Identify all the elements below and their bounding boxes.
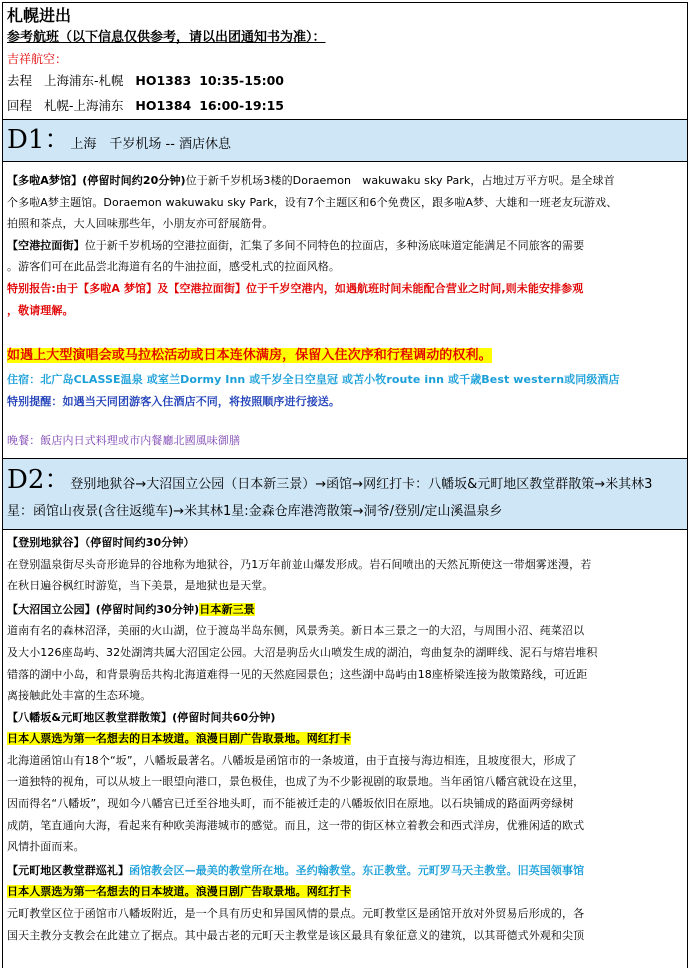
jigokudani-heading: 【登别地狱谷】（停留时间约30分钟） [7, 535, 195, 549]
special-notice: 特别报告:由于【多啦A 梦馆】及【空港拉面街】位于千岁空港内，如遇航班时间未能配合营业之时间,则未能安排参观 [7, 281, 584, 295]
page-title: 札幌进出 [7, 6, 72, 25]
motomachi-tag: 日本人票选为第一名想去的日本坡道。浪漫日剧广告取景地。网红打卡 [7, 885, 352, 899]
day1-heading: D1：上海 千岁机场 -- 酒店休息 [3, 120, 687, 162]
day2-body: 【登别地狱谷】（停留时间约30分钟） 在登别温泉街尽头奇形诡异的谷地称为地狱谷，乃1万年前並山爆发形成。岩石间喷出的天然瓦斯使这一带烟雾迷漫，若 在秋日遍谷枫红时游览，当下美景，是地狱也是天堂。 【大沼国立公园】(停留时间约30分钟)日本新三景 道南有名的森林沼泽，美丽的火山湖，位于渡岛半岛东侧，风景秀美。新日本三景之一的大沼，与周围小沼、莼菜沼以 及大小126座岛屿、32处湖湾共属大沼国定公园。大沼是驹岳火山喷发生成的湖泊，弯曲复杂的湖畔线、泥石与熔岩堆积 错落的湖中小岛，和背景驹岳共构北海道难得一见的天然庭园景色；这些湖中岛屿由18座桥梁连接为散策路线，可近距 离接触此处丰富的生态环境。 【八幡坂&元町地区教堂群散策】(停留时间共60分钟) 日本人票选为第一名想去的日本坡道。浪漫日剧广告取景地。网红打卡 北海道函馆山有18个“坂”，八幡坂最著名。八幡坂是函馆市的一条坡道，由于直接与海边相连，且坡度很大，形成了 一道独特的视角，可以从坡上一眼望向港口，景色极佳，也成了为不少影视剧的取景地。当年函馆八幡宫就设在这里， 因而得名“八幡坂”，现如今八幡宫已迁至谷地头町，而不能被迁走的八幡坂依旧在原地。以石块铺成的路面两旁绿树 成荫，笔直通向大海，看起来有种欧美海港城市的感觉。而且，这一带的街区林立着教会和西式洋房，优雅闲适的欧式 风情扑面而来。 【元町地区教堂群巡礼】函馆教会区—最美的教堂所在地。圣约翰教堂。东正教堂。元町罗马天主教堂。旧英国领事馆 日本人票选为第一名想去的日本坡道。浪漫日剧广告取景地。网红打卡 元町教堂区位于函馆市八幡坂附近，是一个具有历史和异国风情的景点。元町教堂区是函馆开放对外贸易后形成的，各 国天主教分支教会在此建立了据点。其中最古老的元町天主教堂是该区最具有象征意义的建筑，以其哥德式外观和尖顶 [3, 530, 687, 946]
outbound-flight: 去程 上海浦东-札幌 HO1383 10:35-15:00 [7, 73, 284, 88]
booking-warning: 如遇上大型演唱会或马拉松活动或日本连休满房，保留入住次序和行程调动的权利。 [7, 348, 492, 364]
hachimanzaka-tag: 日本人票选为第一名想去的日本坡道。浪漫日剧广告取景地。网红打卡 [7, 732, 352, 746]
hachimanzaka-heading: 【八幡坂&元町地区教堂群散策】(停留时间共60分钟) [7, 710, 276, 724]
itinerary-document [2, 2, 688, 968]
day1-body: 【多啦A梦馆】(停留时间约20分钟)位于新千岁机场3楼的Doraemon wakuwaku sky Park，占地过万平方呎。是全球首 个多啦A梦主题馆。Doraemon wakuwaku sky Park，设有7个主题区和6个免费区，跟多啦A梦、大雄和一班老友玩游戏、 拍照和茶点，大人回味那些年，小朋友亦可舒展筋骨。 【空港拉面街】位于新千岁机场的空港拉面街，汇集了多间不同特色的拉面店，多种汤底味道定能满足不同旅客的需要 。游客们可在此品尝北海道有名的牛油拉面，感受札式的拉面风格。 特别报告:由于【多啦A 梦馆】及【空港拉面街】位于千岁空港内，如遇航班时间未能配合营业之时间,则未能安排参观 ，敬请理解。 如遇上大型演唱会或马拉松活动或日本连休满房，保留入住次序和行程调动的权利。 住宿：北广岛CLASSE温泉 或室兰Dormy Inn 或千岁全日空皇冠 或苫小牧route inn 或千歳Best western或同级酒店 特别提醒：如遇当天同团游客入住酒店不同，将按照顺序进行接送。 晚餐：飯店内日式料理或市内餐廳北國風味御膳 [3, 162, 687, 459]
transfer-tip: 特别提醒：如遇当天同团游客入住酒店不同，将按照顺序进行接送。 [7, 394, 340, 408]
onuma-heading: 【大沼国立公园】(停留时间约30分钟)日本新三景 [7, 602, 255, 616]
doraemon-paragraph: 【多啦A梦馆】(停留时间约20分钟)位于新千岁机场3楼的Doraemon wakuwaku sky Park，占地过万平方呎。是全球首 [7, 174, 615, 187]
return-flight: 回程 札幌-上海浦东 HO1384 16:00-19:15 [7, 98, 284, 113]
dinner-info: 晚餐：飯店内日式料理或市内餐廳北國風味御膳 [7, 434, 241, 448]
ramen-paragraph: 【空港拉面街】位于新千岁机场的空港拉面街，汇集了多间不同特色的拉面店，多种汤底味道定能满足不同旅客的需要 [7, 238, 585, 252]
airline-name: 吉祥航空： [7, 52, 68, 66]
flight-info-section [3, 3, 687, 120]
day2-heading: D2：登别地狱谷→大沼国立公园（日本新三景）→函馆→网红打卡：八幡坂&元町地区教堂群散策→米其林3 星：函馆山夜景(含往返缆车)→米其林1星:金森仓库港湾散策→洞爷/登别/定山溪温泉乡 [3, 459, 687, 530]
motomachi-heading: 【元町地区教堂群巡礼】函馆教会区—最美的教堂所在地。圣约翰教堂。东正教堂。元町罗马天主教堂。旧英国领事馆 [7, 863, 585, 877]
reference-flights-heading: 参考航班（以下信息仅供参考，请以出团通知书为准）： [7, 30, 326, 45]
accommodation: 住宿：北广岛CLASSE温泉 或室兰Dormy Inn 或千岁全日空皇冠 或苫小牧route inn 或千歳Best western或同级酒店 [7, 373, 620, 387]
